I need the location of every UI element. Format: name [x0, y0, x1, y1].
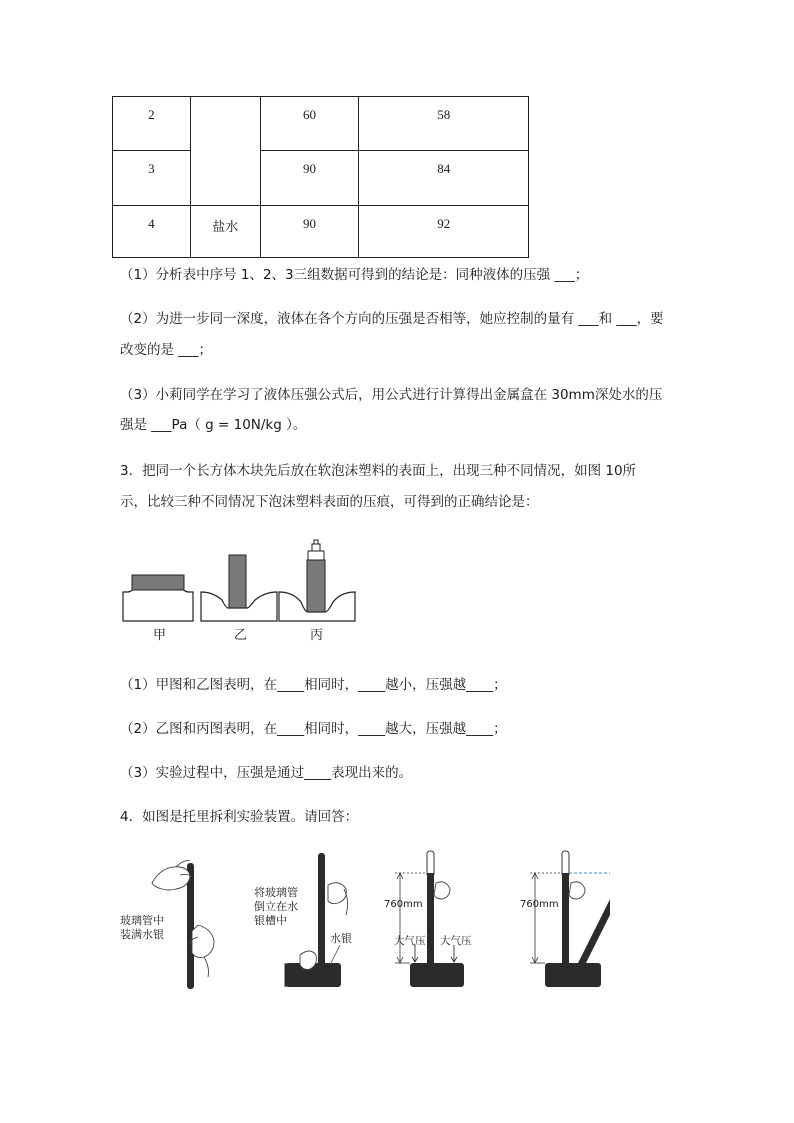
table-cell: 盐水	[190, 206, 260, 258]
figure-label-bing: 丙	[310, 628, 324, 643]
table-cell: 60	[260, 97, 359, 151]
foam-figure-bing	[279, 540, 355, 621]
fig2-label-line2: 倒立在水	[254, 900, 298, 913]
table-cell-merged	[190, 97, 260, 206]
table-cell: 90	[260, 151, 359, 206]
fig2-label-line1: 将玻璃管	[254, 886, 298, 899]
torricelli-step4	[530, 851, 610, 987]
fig1-label-line2: 装满水银	[120, 928, 164, 941]
torricelli-step2	[285, 853, 348, 987]
foam-figure-jia	[123, 575, 193, 621]
torricelli-figure	[110, 845, 610, 995]
table-cell: 3	[113, 151, 191, 206]
foam-figure-yi	[201, 555, 277, 621]
fig3-atm-right: 大气压	[440, 935, 472, 947]
fig3-height-label: 760mm	[384, 899, 423, 910]
table-cell: 92	[359, 206, 529, 258]
table-cell: 4	[113, 206, 191, 258]
table-cell: 90	[260, 206, 359, 258]
table-cell: 58	[359, 97, 529, 151]
q2-part2-line2: 改变的是 ___；	[120, 342, 213, 358]
data-table	[112, 96, 529, 258]
figure-label-jia: 甲	[153, 628, 167, 643]
fig4-height-label: 760mm	[520, 899, 559, 910]
q3-stem-line1: 3．把同一个长方体木块先后放在软泡沫塑料的表面上，出现三种不同情况，如图 10所	[120, 463, 637, 479]
q2-part2-line1: （2）为进一步同一深度，液体在各个方向的压强是否相等，她应控制的量有 ___和 ___，要	[120, 311, 664, 327]
q2-part3-line1: （3）小莉同学在学习了液体压强公式后，用公式进行计算得出金属盒在 30mm深处水的压	[120, 387, 663, 403]
q2-part3-line2: 强是 ___Pa（ g = 10N/kg ）。	[120, 417, 307, 433]
q3-stem-line2: 示，比较三种不同情况下泡沫塑料表面的压痕，可得到的正确结论是：	[120, 494, 539, 510]
q3-sub1: （1）甲图和乙图表明，在____相同时，____越小，压强越____；	[120, 677, 507, 693]
q3-sub3: （3）实验过程中，压强是通过____表现出来的。	[120, 765, 413, 781]
table-cell: 2	[113, 97, 191, 151]
fig3-atm-left: 大气压	[394, 935, 426, 947]
table-row	[113, 97, 529, 151]
figure-label-yi: 乙	[234, 628, 248, 643]
q4-stem: 4．如图是托里拆利实验装置。请回答：	[120, 809, 359, 825]
q2-part1: （1）分析表中序号 1、2、3三组数据可得到的结论是：同种液体的压强 ___；	[120, 267, 589, 283]
table-cell: 84	[359, 151, 529, 206]
q3-sub2: （2）乙图和丙图表明，在____相同时，____越大，压强越____；	[120, 721, 507, 737]
fig2-mercury-label: 水银	[330, 932, 352, 945]
table-row	[113, 206, 529, 258]
fig1-label-line1: 玻璃管中	[120, 914, 164, 927]
torricelli-step3	[395, 851, 464, 987]
table-row	[113, 151, 529, 206]
fig2-label-line3: 银槽中	[254, 914, 287, 927]
